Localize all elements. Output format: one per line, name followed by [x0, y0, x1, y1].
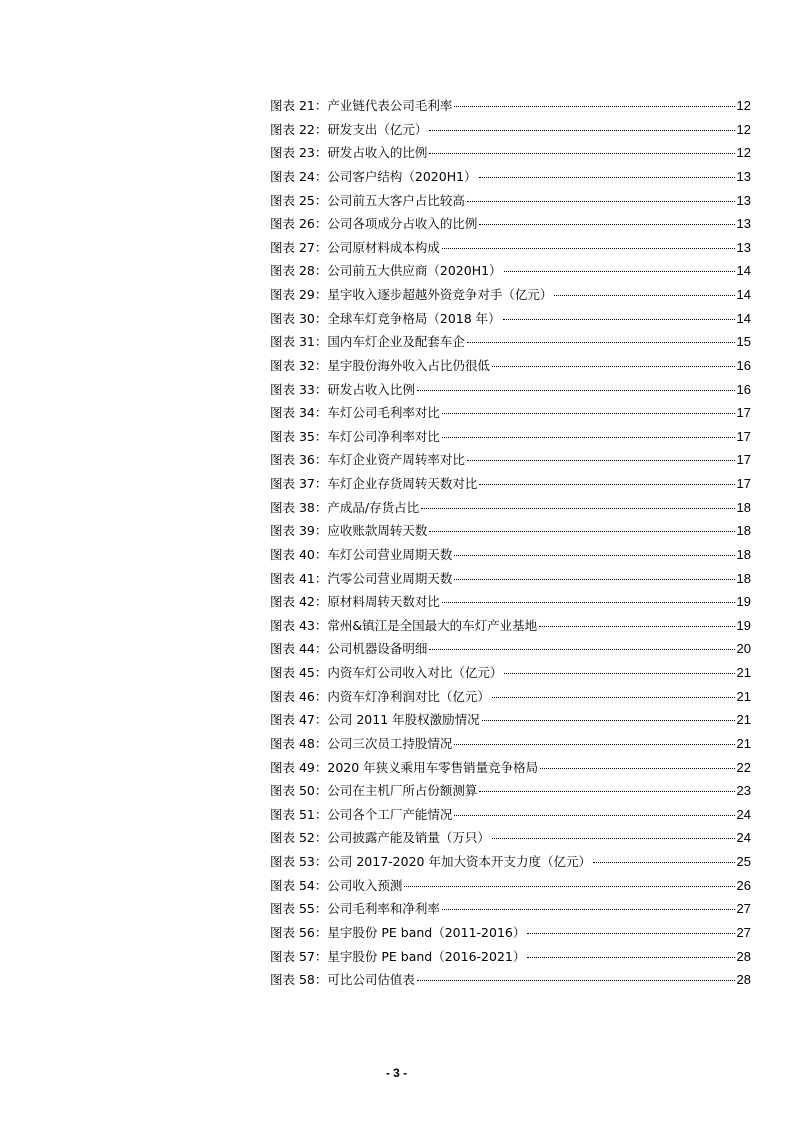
- toc-entry-page: 15: [736, 334, 751, 350]
- dot-leader: [527, 957, 734, 958]
- toc-entry[interactable]: [270, 826, 751, 850]
- toc-entry-label: 图表 45：内资车灯公司收入对比（亿元）: [270, 665, 503, 680]
- toc-entry-page: 14: [736, 263, 751, 279]
- toc-entry[interactable]: [270, 496, 751, 520]
- toc-entry[interactable]: [270, 945, 751, 969]
- dot-leader: [454, 555, 734, 556]
- toc-entry-page: 28: [736, 972, 751, 988]
- toc-entry[interactable]: [270, 661, 751, 685]
- toc-entry-page: 12: [736, 98, 751, 113]
- dot-leader: [482, 720, 735, 721]
- dot-leader: [467, 201, 735, 202]
- toc-entry-page: 14: [736, 310, 751, 326]
- toc-entry-label: 图表 51：公司各个工厂产能情况: [270, 806, 453, 822]
- toc-entry-label: 图表 27：公司原材料成本构成: [270, 239, 440, 255]
- toc-entry-page: 13: [736, 168, 751, 184]
- toc-entry-page: 21: [736, 712, 751, 728]
- dot-leader: [539, 626, 734, 627]
- toc-entry[interactable]: [270, 732, 751, 756]
- dot-leader: [442, 413, 735, 414]
- toc-entry-page: 17: [736, 476, 751, 491]
- toc-entry-page: 16: [736, 381, 751, 397]
- toc-entry[interactable]: [270, 448, 751, 472]
- toc-entry-label: 图表 43：常州&镇江是全国最大的车灯产业基地: [270, 617, 538, 633]
- toc-entry-page: 25: [736, 854, 751, 869]
- toc-entry[interactable]: [270, 165, 751, 189]
- toc-entry-page: 17: [736, 452, 751, 468]
- toc-entry[interactable]: [270, 141, 751, 165]
- toc-entry-label: 图表 58：可比公司估值表: [270, 972, 415, 988]
- toc-entry-label: 图表 31：国内车灯企业及配套车企: [270, 334, 465, 350]
- toc-entry[interactable]: [270, 212, 751, 236]
- toc-entry-label: 图表 33：研发占收入比例: [270, 381, 415, 397]
- toc-entry[interactable]: [270, 236, 751, 260]
- toc-entry-page: 27: [736, 901, 751, 917]
- toc-entry-page: 18: [736, 499, 751, 515]
- dot-leader: [454, 815, 734, 816]
- dot-leader: [429, 153, 734, 154]
- toc-entry-label: 图表 56：星宇股份 PE band（2011-2016）: [270, 924, 526, 940]
- dot-leader: [479, 177, 735, 178]
- dot-leader: [492, 366, 735, 367]
- toc-entry-page: 20: [736, 641, 751, 657]
- toc-entry-label: 图表 25：公司前五大客户占比较高: [270, 192, 465, 208]
- toc-entry[interactable]: [270, 307, 751, 331]
- toc-entry-label: 图表 44：公司机器设备明细: [270, 641, 428, 657]
- toc-entry-page: 18: [736, 523, 751, 539]
- dot-leader: [417, 390, 735, 391]
- toc-entry-page: 13: [736, 239, 751, 255]
- dot-leader: [421, 508, 734, 509]
- toc-entry-page: 12: [736, 121, 751, 137]
- toc-entry-label: 图表 38：产成品/存货占比: [270, 499, 420, 515]
- toc-entry-label: 图表 24：公司客户结构（2020H1）: [270, 168, 477, 184]
- toc-entry-label: 图表 34：车灯公司毛利率对比: [270, 405, 440, 421]
- toc-entry-label: 图表 49：2020 年狭义乘用车零售销量竞争格局: [270, 759, 539, 775]
- toc-entry-page: 13: [736, 216, 751, 232]
- toc-entry-label: 图表 21：产业链代表公司毛利率: [270, 98, 453, 113]
- toc-entry[interactable]: [270, 850, 751, 874]
- dot-leader: [504, 673, 734, 674]
- toc-entry[interactable]: [270, 756, 751, 780]
- toc-entry-page: 19: [736, 617, 751, 633]
- dot-leader: [479, 224, 734, 225]
- toc-entry-page: 17: [736, 405, 751, 421]
- toc-entry-label: 图表 57：星宇股份 PE band（2016-2021）: [270, 948, 526, 964]
- toc-entry[interactable]: [270, 472, 751, 496]
- dot-leader: [504, 271, 735, 272]
- dot-leader: [593, 862, 735, 863]
- toc-entry[interactable]: [270, 921, 751, 945]
- toc-entry[interactable]: [270, 189, 751, 213]
- toc-entry-label: 图表 26：公司各项成分占收入的比例: [270, 216, 478, 232]
- dot-leader: [540, 768, 734, 769]
- dot-leader: [503, 319, 735, 320]
- toc-entry[interactable]: [270, 708, 751, 732]
- toc-entry[interactable]: [270, 401, 751, 425]
- toc-entry-page: 22: [736, 759, 751, 775]
- toc-entry-page: 14: [736, 287, 751, 302]
- toc-entry[interactable]: [270, 259, 751, 283]
- toc-entry-label: 图表 50：公司在主机厂所占份额测算: [270, 783, 478, 799]
- toc-entry[interactable]: [270, 354, 751, 378]
- dot-leader: [492, 838, 735, 839]
- toc-entry-label: 图表 32：星宇股份海外收入占比仍很低: [270, 357, 490, 373]
- dot-leader: [442, 437, 735, 438]
- toc-entry[interactable]: [270, 968, 751, 992]
- toc-entry-page: 19: [736, 594, 751, 610]
- dot-leader: [429, 531, 734, 532]
- toc-entry-page: 28: [736, 948, 751, 964]
- toc-entry[interactable]: [270, 874, 751, 898]
- dot-leader: [404, 886, 734, 887]
- toc-entry[interactable]: [270, 779, 751, 803]
- toc-entry-page: 12: [736, 145, 751, 161]
- dot-leader: [479, 484, 734, 485]
- dot-leader: [454, 106, 734, 107]
- toc-entry-label: 图表 46：内资车灯净利润对比（亿元）: [270, 688, 490, 704]
- dot-leader: [467, 342, 735, 343]
- toc-entry-label: 图表 30：全球车灯竞争格局（2018 年）: [270, 310, 501, 326]
- toc-entry-page: 18: [736, 546, 751, 562]
- toc-entry-label: 图表 41：汽零公司营业周期天数: [270, 570, 453, 586]
- toc-entry-page: 21: [736, 665, 751, 680]
- toc-entry[interactable]: [270, 425, 751, 449]
- toc-entry-label: 图表 29：星宇收入逐步超越外资竞争对手（亿元）: [270, 287, 553, 302]
- dot-leader: [442, 909, 735, 910]
- toc-entry-label: 图表 23：研发占收入的比例: [270, 145, 428, 161]
- toc-entry-label: 图表 54：公司收入预测: [270, 877, 403, 893]
- dot-leader: [442, 602, 735, 603]
- toc-entry-label: 图表 42：原材料周转天数对比: [270, 594, 440, 610]
- toc-entry-page: 21: [736, 688, 751, 704]
- toc-entry-page: 24: [736, 830, 751, 846]
- toc-entry-label: 图表 52：公司披露产能及销量（万只）: [270, 830, 490, 846]
- toc-entry-label: 图表 28：公司前五大供应商（2020H1）: [270, 263, 502, 279]
- toc-entry[interactable]: [270, 803, 751, 827]
- toc-entry-page: 23: [736, 783, 751, 799]
- toc-entry[interactable]: [270, 637, 751, 661]
- toc-entry[interactable]: [270, 897, 751, 921]
- toc-entry[interactable]: [270, 567, 751, 591]
- toc-entry-page: 27: [736, 924, 751, 940]
- toc-entry-label: 图表 55：公司毛利率和净利率: [270, 901, 440, 917]
- toc-entry[interactable]: [270, 283, 751, 307]
- toc-entry[interactable]: [270, 94, 751, 118]
- toc-entry-label: 图表 47：公司 2011 年股权激励情况: [270, 712, 480, 728]
- dot-leader: [417, 980, 735, 981]
- toc-entry-label: 图表 22：研发支出（亿元）: [270, 121, 428, 137]
- toc-entry-label: 图表 39：应收账款周转天数: [270, 523, 428, 539]
- toc-entry-page: 18: [736, 570, 751, 586]
- toc-entry-page: 13: [736, 192, 751, 208]
- table-of-figures: [270, 94, 751, 992]
- toc-entry[interactable]: [270, 685, 751, 709]
- toc-entry-label: 图表 36：车灯企业资产周转率对比: [270, 452, 465, 468]
- toc-entry[interactable]: [270, 543, 751, 567]
- toc-entry-page: 24: [736, 806, 751, 822]
- toc-entry-label: 图表 48：公司三次员工持股情况: [270, 735, 453, 751]
- toc-entry[interactable]: [270, 118, 751, 142]
- dot-leader: [467, 460, 735, 461]
- toc-entry[interactable]: [270, 378, 751, 402]
- toc-entry-label: 图表 53：公司 2017-2020 年加大资本开支力度（亿元）: [270, 854, 591, 869]
- dot-leader: [554, 295, 734, 296]
- toc-entry-label: 图表 40：车灯公司营业周期天数: [270, 546, 453, 562]
- dot-leader: [492, 697, 735, 698]
- toc-entry[interactable]: [270, 519, 751, 543]
- toc-entry-label: 图表 37：车灯企业存货周转天数对比: [270, 476, 478, 491]
- dot-leader: [429, 649, 734, 650]
- toc-entry[interactable]: [270, 590, 751, 614]
- toc-entry[interactable]: [270, 330, 751, 354]
- toc-entry-page: 16: [736, 357, 751, 373]
- dot-leader: [454, 579, 734, 580]
- dot-leader: [442, 248, 735, 249]
- toc-entry-label: 图表 35：车灯公司净利率对比: [270, 428, 440, 444]
- dot-leader: [429, 130, 734, 131]
- page-number: - 3 -: [385, 1066, 408, 1080]
- toc-entry-page: 21: [736, 735, 751, 751]
- dot-leader: [479, 791, 734, 792]
- dot-leader: [454, 744, 734, 745]
- dot-leader: [527, 933, 734, 934]
- toc-entry-page: 17: [736, 428, 751, 444]
- toc-entry[interactable]: [270, 614, 751, 638]
- toc-entry-page: 26: [736, 877, 751, 893]
